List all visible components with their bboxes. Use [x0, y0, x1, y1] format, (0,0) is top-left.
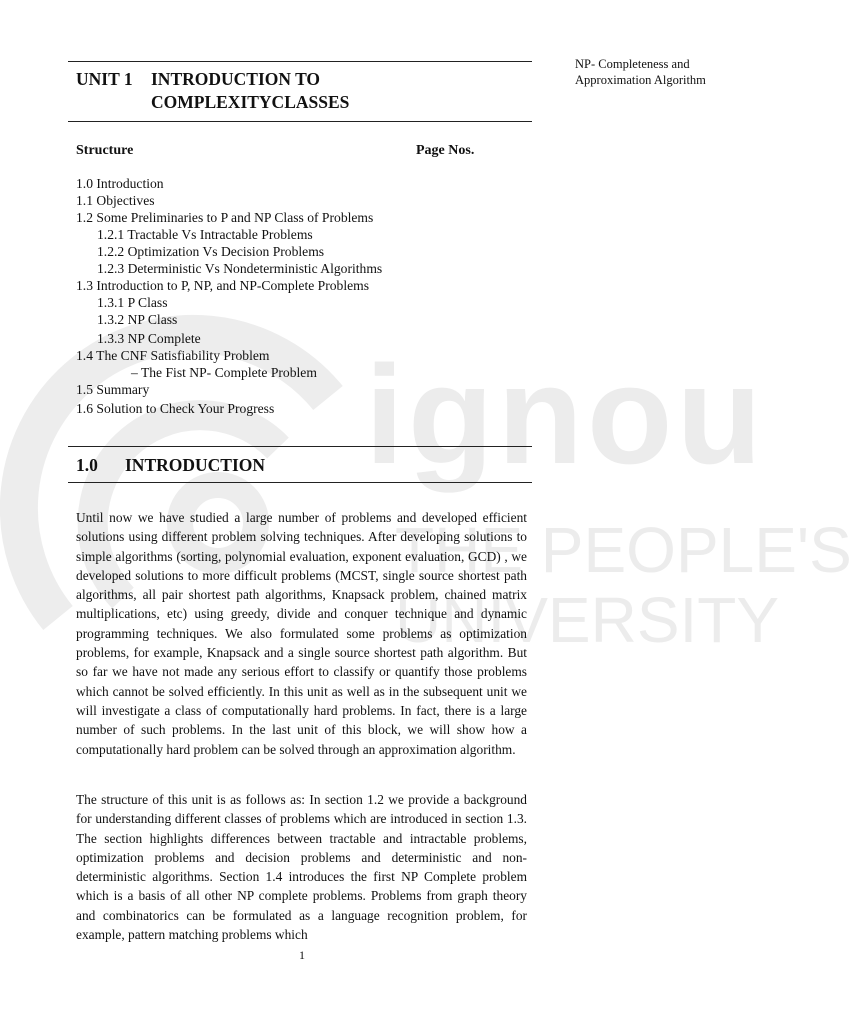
unit-number: UNIT 1: [76, 69, 133, 89]
watermark-word: ignou: [365, 336, 766, 493]
running-header: [575, 56, 755, 88]
page-number: 1: [299, 948, 305, 962]
toc-item[interactable]: 1.6 Solution to Check Your Progress: [76, 401, 275, 416]
structure-heading: Structure: [76, 143, 134, 158]
title-bottom-rule: [68, 121, 532, 122]
running-header-line2: Approximation Algorithm: [575, 73, 706, 87]
toc-item[interactable]: – The Fist NP- Complete Problem: [131, 365, 317, 380]
page-nos-heading: Page Nos.: [416, 143, 475, 158]
toc-item[interactable]: 1.0 Introduction: [76, 176, 164, 191]
toc-item[interactable]: 1.4 The CNF Satisfiability Problem: [76, 348, 270, 363]
toc-item[interactable]: 1.1 Objectives: [76, 193, 155, 208]
toc-item[interactable]: 1.3 Introduction to P, NP, and NP-Complete Problems: [76, 278, 370, 293]
unit-title-line2: COMPLEXITYCLASSES: [151, 92, 350, 112]
section-bottom-rule: [68, 482, 532, 483]
watermark-line2: UNIVERSITY: [395, 584, 780, 656]
toc-item[interactable]: 1.3.1 P Class: [97, 295, 168, 310]
section-number: 1.0: [76, 455, 98, 475]
running-header-line1: NP- Completeness and: [575, 57, 690, 71]
body-paragraph: Until now we have studied a large number of problems and developed efficient solutions using different problem solving techniques. After developing solutions to simple algorithms (sorting, polynomial evaluation, exponent evaluation, GCD) , we developed solutions to more difficult problems (MCST, single source shortest path algorithms, all pair shortest path algorithms, Knapsack problem, chained matrix multiplications, etc) using greedy, divide and conquer technique and dynamic programming techniques. We also formulated some problems as optimization problems, for example, Knapsack and a single source shortest path algorithm. But so far we have not made any serious effort to classify or quantify those problems which cannot be solved efficiently. In this unit as well as in the subsequent unit we will investigate a class of computationally hard problems. In fact, there is a large number of such problems. In the last unit of this block, we will show how a computationally hard problem can be solved through an approximation algorithm.: [76, 510, 527, 757]
body-paragraph: The structure of this unit is as follows as: In section 1.2 we provide a background for understanding different classes of problems which are introduced in section 1.3. The section highlights differences between tractable and intractable problems, optimization problems and decision problems and deterministic and non-deterministic algorithms. Section 1.4 introduces the first NP Complete problem which is a basis of all other NP complete problems. Problems from graph theory and combinatorics can be formulated as a language recognition problem, for example, pattern matching problems which: [76, 792, 527, 943]
toc-item[interactable]: 1.5 Summary: [76, 382, 150, 397]
toc-item[interactable]: 1.2.2 Optimization Vs Decision Problems: [97, 244, 325, 259]
top-rule: [68, 61, 532, 62]
toc-item[interactable]: 1.2 Some Preliminaries to P and NP Class of Problems: [76, 210, 374, 225]
toc-item[interactable]: 1.3.3 NP Complete: [97, 331, 201, 346]
watermark-line1: THE PEOPLE'S: [395, 514, 852, 586]
unit-title-line1: INTRODUCTION TO: [151, 69, 321, 89]
section-title: INTRODUCTION: [125, 455, 266, 475]
section-top-rule: [68, 446, 532, 447]
toc-item[interactable]: 1.2.1 Tractable Vs Intractable Problems: [97, 227, 313, 242]
toc-item[interactable]: 1.3.2 NP Class: [97, 312, 178, 327]
toc-item[interactable]: 1.2.3 Deterministic Vs Nondeterministic Algorithms: [97, 261, 383, 276]
